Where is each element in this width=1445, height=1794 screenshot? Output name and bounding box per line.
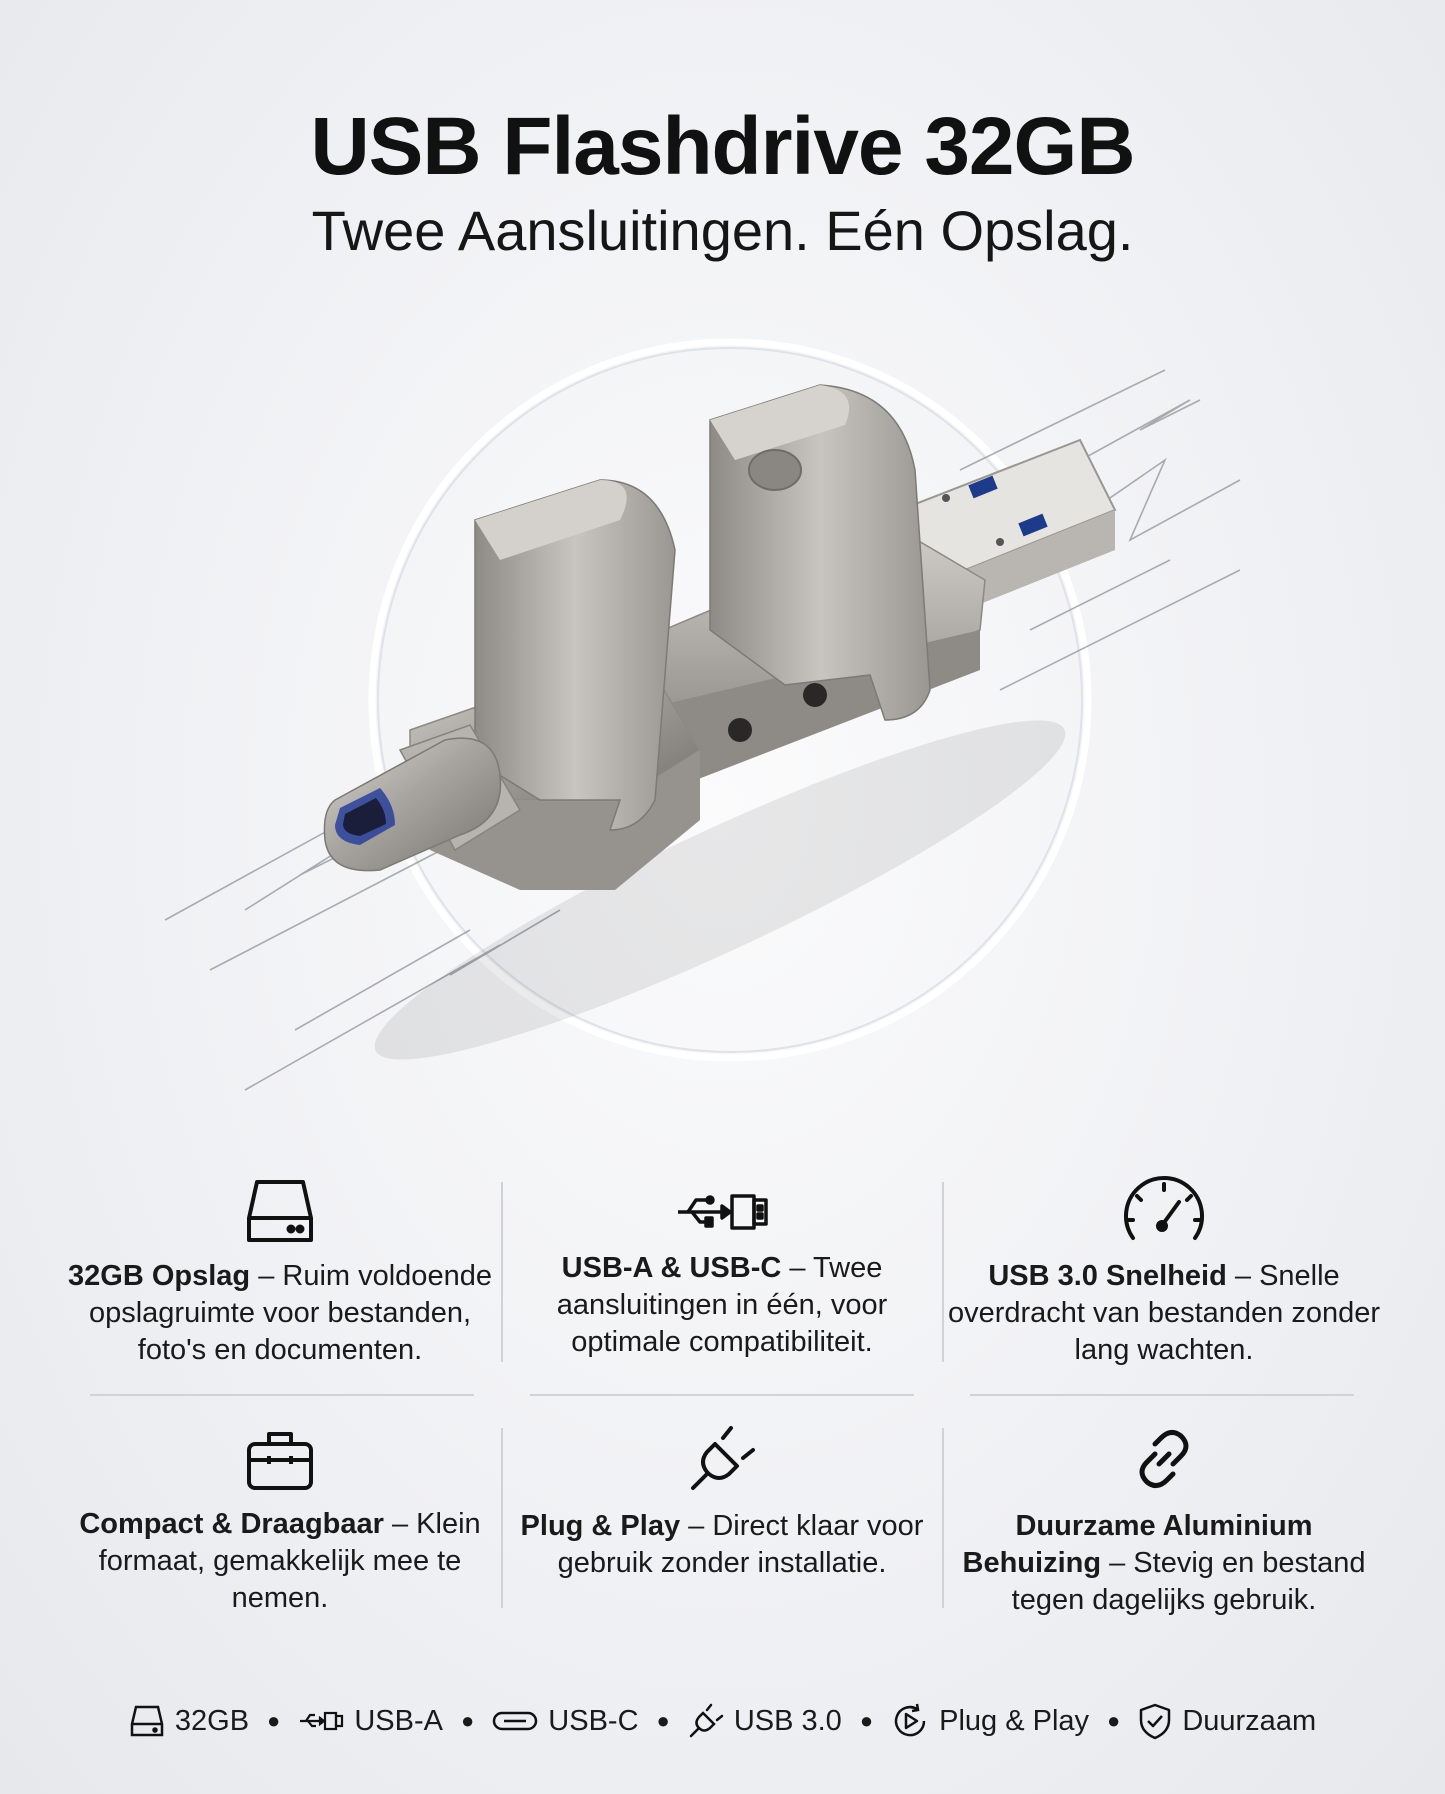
feature-text: Duurzame Aluminium Behuizing – Stevig en bestand tegen dagelijks gebruik. [962, 1510, 1366, 1616]
footer-item: Duurzaam [1138, 1702, 1316, 1740]
usb-icon [674, 1188, 770, 1236]
speedometer-icon [1121, 1176, 1207, 1244]
page-title: USB Flashdrive 32GB [310, 101, 1135, 192]
separator-dot: ● [267, 1708, 281, 1733]
product-illustration [0, 330, 1445, 1120]
hard-drive-icon [245, 1178, 315, 1244]
separator-dot: ● [859, 1708, 874, 1733]
footer-item: USB 3.0 [688, 1703, 842, 1739]
feature-compact [60, 1428, 500, 1617]
separator-dot: ● [656, 1708, 670, 1733]
plug-icon [687, 1424, 757, 1494]
footer-item: 32GB [129, 1704, 249, 1738]
footer-item: Plug & Play [891, 1702, 1089, 1740]
feature-text: Plug & Play – Direct klaar voor gebruik zonder installatie. [520, 1510, 924, 1579]
feature-storage [60, 1178, 500, 1369]
usb-icon [298, 1708, 344, 1734]
link-icon [1129, 1424, 1199, 1494]
feature-text: Compact & Draagbaar – Klein formaat, gemakkelijk mee te nemen. [79, 1508, 481, 1614]
feature-speed [944, 1176, 1384, 1369]
page-subtitle: Twee Aansluitingen. Eén Opslag. [311, 199, 1134, 262]
feature-text: USB-A & USB-C – Twee aansluitingen in één, voor optimale compatibiliteit. [556, 1252, 888, 1358]
play-icon [891, 1702, 929, 1740]
footer-item: USB-C [492, 1705, 638, 1738]
footer-summary [0, 1696, 1445, 1746]
usb-c-icon [492, 1710, 538, 1732]
feature-text: USB 3.0 Snelheid – Snelle overdracht van bestanden zonder lang wachten. [947, 1260, 1381, 1366]
features-grid [60, 1170, 1385, 1640]
feature-durable [944, 1424, 1384, 1619]
plug-icon [688, 1703, 724, 1739]
briefcase-icon [245, 1428, 315, 1492]
hard-drive-icon [129, 1704, 165, 1738]
left-cap [475, 480, 675, 830]
separator-dot: ● [460, 1708, 475, 1733]
separator-dot: ● [1107, 1708, 1121, 1733]
footer-item: USB-A [298, 1705, 443, 1738]
shield-icon [1138, 1702, 1172, 1740]
feature-plug-play [502, 1424, 942, 1582]
feature-connectors [502, 1188, 942, 1361]
feature-text: 32GB Opslag – Ruim voldoende opslagruimte voor bestanden, foto's en documenten. [68, 1260, 492, 1366]
